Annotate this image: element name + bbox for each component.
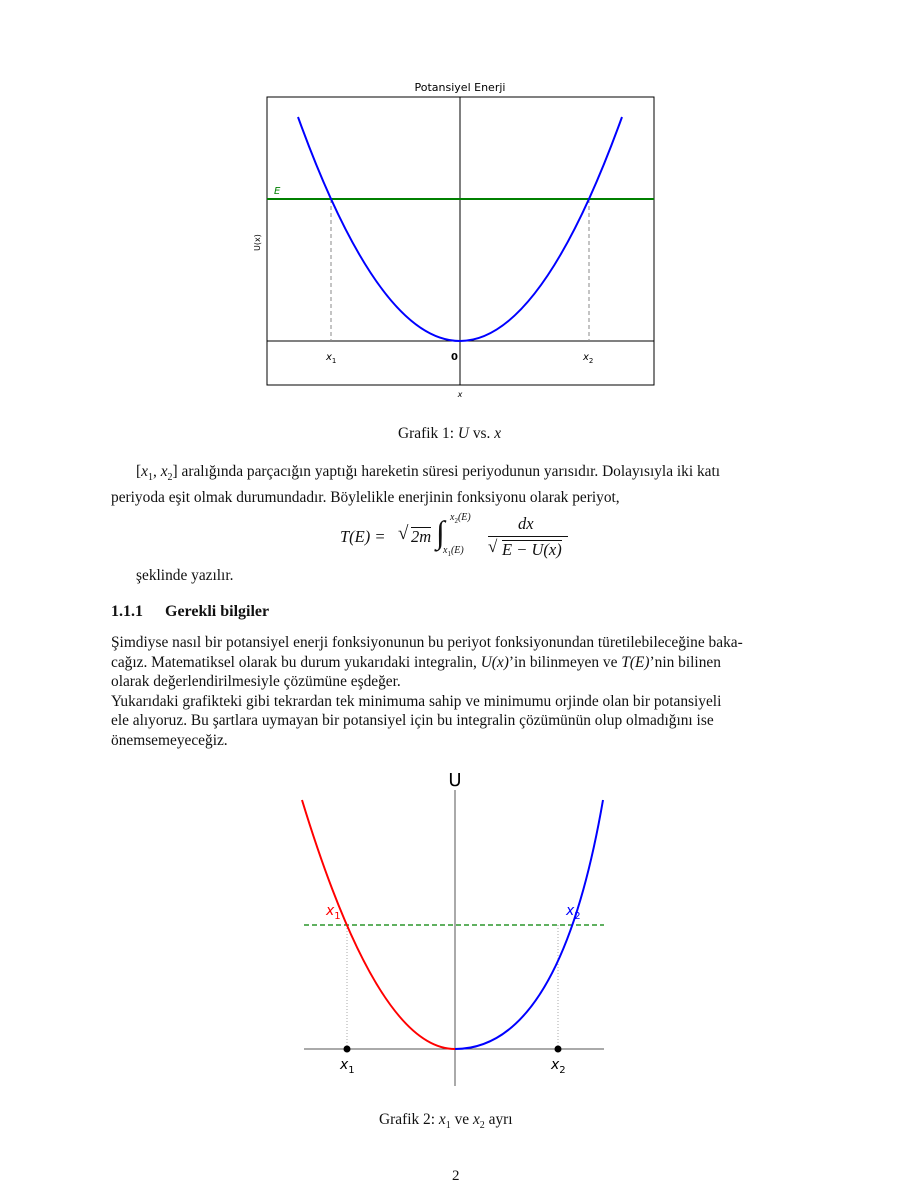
figure-2-caption: Grafik 2: $x_1$ ve $x_2$ ayrı	[379, 1111, 513, 1132]
figure-2-point-x1	[344, 1046, 351, 1053]
figure-2-right-label: $x_2$	[566, 903, 581, 922]
paragraph-2: şeklinde yazılır.	[136, 567, 234, 584]
caption-1-u: U	[457, 425, 469, 442]
paragraph-1-line-1: [$x_1$, $x_2$] aralığında parçacığın yaptığı hareketin süresi periyodunun yarısıdır. Dolayısıyla iki katı	[136, 463, 721, 484]
figure-2-axis-label: U	[448, 770, 462, 791]
paragraph-1	[111, 462, 785, 507]
figure-1-tick-x1: $x_1$	[326, 352, 337, 365]
equation-integral-sign: ∫	[436, 514, 445, 550]
equation-upper-limit: $x_2(E)$	[450, 512, 471, 525]
caption-1-x: x	[494, 425, 502, 442]
figure-2-left-label: $x_1$	[326, 903, 341, 922]
figure-2-tick-x2: $x_2$	[551, 1057, 566, 1076]
equation-numerator: dx	[518, 514, 534, 533]
paragraph-3-line-4: Yukarıdaki grafikteki gibi tekrardan tek minimuma sahip ve minimumu orjinde olan bir potansiyeli	[111, 692, 722, 710]
figure-1-tick-x2: $x_2$	[583, 352, 594, 365]
figure-2	[290, 760, 620, 1100]
equation-denominator-sqrt: √	[488, 537, 498, 556]
section-heading	[111, 603, 269, 621]
figure-1	[240, 75, 670, 405]
figure-1-energy-label: E	[274, 186, 281, 197]
page-number: 2	[452, 1168, 460, 1184]
paragraph-3-line-2: cağız. Matematiksel olarak bu durum yukarıdaki integralin, U(x)’in bilinmeyen ve T(E)’nin bilinen	[111, 653, 721, 671]
equation-lower-limit: $x_1(E)$	[443, 545, 464, 558]
paragraph-1-line-2: periyoda eşit olmak durumundadır. Böylelikle enerjinin fonksiyonu olarak periyot,	[111, 488, 620, 506]
caption-1-vs: vs.	[472, 425, 491, 442]
paragraph-3-line-5: ele alıyoruz. Bu şartlara uymayan bir potansiyel için bu integralin çözümünün olup olmadığını ise	[111, 712, 714, 729]
equation-sqrt-arg: 2m	[411, 527, 432, 546]
figure-1-xlabel: x	[457, 390, 463, 399]
paragraph-3-line-6: önemsemeyeceğiz.	[111, 731, 228, 749]
figure-1-ylabel: U(x)	[253, 234, 262, 251]
figure-2-point-x2	[555, 1046, 562, 1053]
section-title: Gerekli bilgiler	[165, 603, 270, 620]
figure-1-caption	[398, 425, 501, 443]
equation-lhs: T(E) =	[340, 527, 386, 546]
figure-1-tick-zero: 0	[451, 352, 458, 363]
figure-2-tick-x1: $x_1$	[340, 1057, 355, 1076]
section-number: 1.1.1	[111, 603, 143, 620]
paragraph-3	[111, 633, 785, 750]
caption-1-prefix: Grafik 1:	[398, 425, 454, 442]
figure-1-title: Potansiyel Enerji	[414, 81, 506, 94]
paragraph-3-line-3: olarak değerlendirilmesiyle çözümüne eşdeğer.	[111, 673, 401, 690]
equation-sqrt-sign: √	[398, 523, 409, 544]
equation-denominator: E − U(x)	[502, 540, 562, 559]
equation-fraction-bar	[488, 536, 568, 537]
period-equation	[340, 510, 580, 570]
paragraph-3-line-1: Şimdiyse nasıl bir potansiyel enerji fonksiyonunun bu periyot fonksiyonundan türetilebileceğine baka-	[111, 634, 743, 651]
